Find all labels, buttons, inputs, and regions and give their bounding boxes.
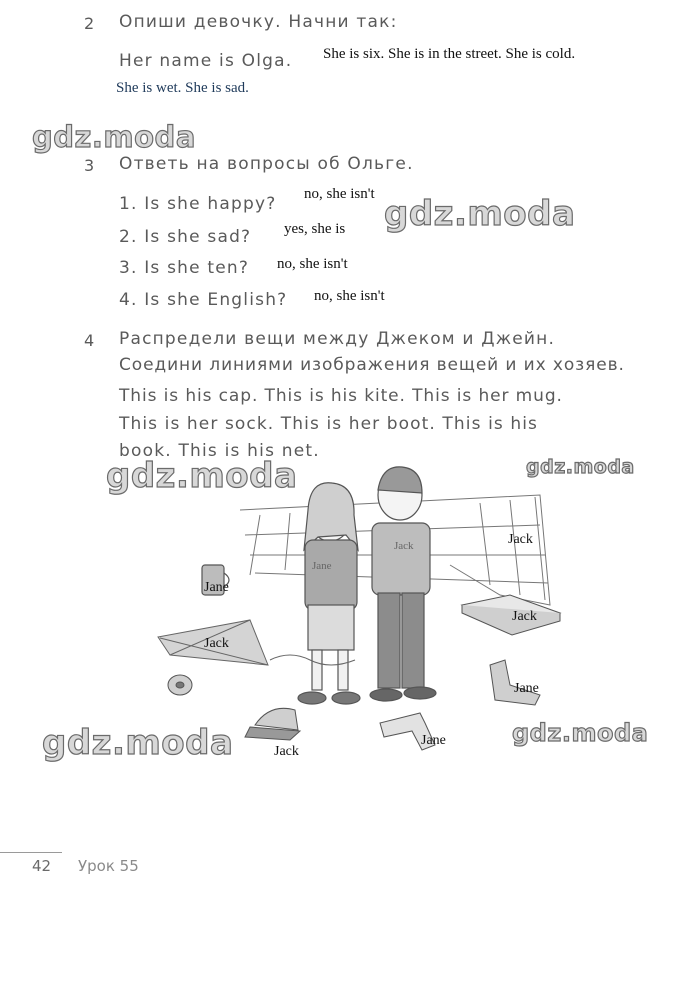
illustration-label-cap: Jack <box>274 744 299 759</box>
task3-answer-4: no, she isn't <box>314 288 385 304</box>
illustration-label-book: Jack <box>512 609 537 624</box>
illustration-label-sock: Jane <box>421 733 446 748</box>
watermark: gdz.moda <box>526 456 635 478</box>
task3-question-1: 1. Is she happy? <box>119 194 277 214</box>
boy-jack-drawing <box>370 467 436 701</box>
illustration-label-net: Jack <box>508 532 533 547</box>
task2-start-text: Her name is Olga. <box>119 51 293 71</box>
task4-text-line1: This is his cap. This is his kite. This is her mug. <box>119 386 563 406</box>
watermark: gdz.moda <box>42 723 234 763</box>
task2-answer-line1: She is six. She is in the street. She is cold. <box>323 46 576 62</box>
watermark: gdz.moda <box>384 194 576 234</box>
footer-page-number: 42 <box>32 857 52 875</box>
task4-text-line3: book. This is his net. <box>119 441 320 461</box>
watermark: gdz.moda <box>106 456 298 496</box>
illustration-label-mug: Jane <box>204 580 229 595</box>
task3-instruction: Ответь на вопросы об Ольге. <box>119 154 414 174</box>
task3-question-3: 3. Is she ten? <box>119 258 250 278</box>
book-drawing <box>462 595 560 635</box>
spool-drawing <box>168 675 192 695</box>
task3-number: 3 <box>84 156 95 175</box>
footer-lesson: Урок 55 <box>78 857 139 875</box>
footer-divider <box>0 852 62 853</box>
illustration-label-boot: Jane <box>514 681 539 696</box>
task2-instruction: Опиши девочку. Начни так: <box>119 12 398 32</box>
task4-instruction-line1: Распредели вещи между Джеком и Джейн. <box>119 329 556 349</box>
cap-drawing <box>245 708 300 740</box>
watermark: gdz.moda <box>32 120 196 154</box>
illustration-label-jane-shirt: Jane <box>312 560 332 572</box>
task4-instruction-line2: Соедини линиями изображения вещей и их хозяев. <box>119 355 625 375</box>
task4-number: 4 <box>84 331 95 350</box>
task3-question-4: 4. Is she English? <box>119 290 288 310</box>
illustration-label-kite: Jack <box>204 636 229 651</box>
task3-answer-2: yes, she is <box>284 221 346 237</box>
task4-text-line2: This is her sock. This is her boot. This is his <box>119 414 539 434</box>
task3-answer-3: no, she isn't <box>277 256 348 272</box>
task3-question-2: 2. Is she sad? <box>119 227 252 247</box>
task3-answer-1: no, she isn't <box>304 186 375 202</box>
task2-number: 2 <box>84 14 95 33</box>
illustration-label-jack-shirt: Jack <box>394 540 414 552</box>
girl-jane-drawing <box>298 483 360 704</box>
task2-answer-line2: She is wet. She is sad. <box>116 80 249 96</box>
watermark: gdz.moda <box>512 719 649 747</box>
